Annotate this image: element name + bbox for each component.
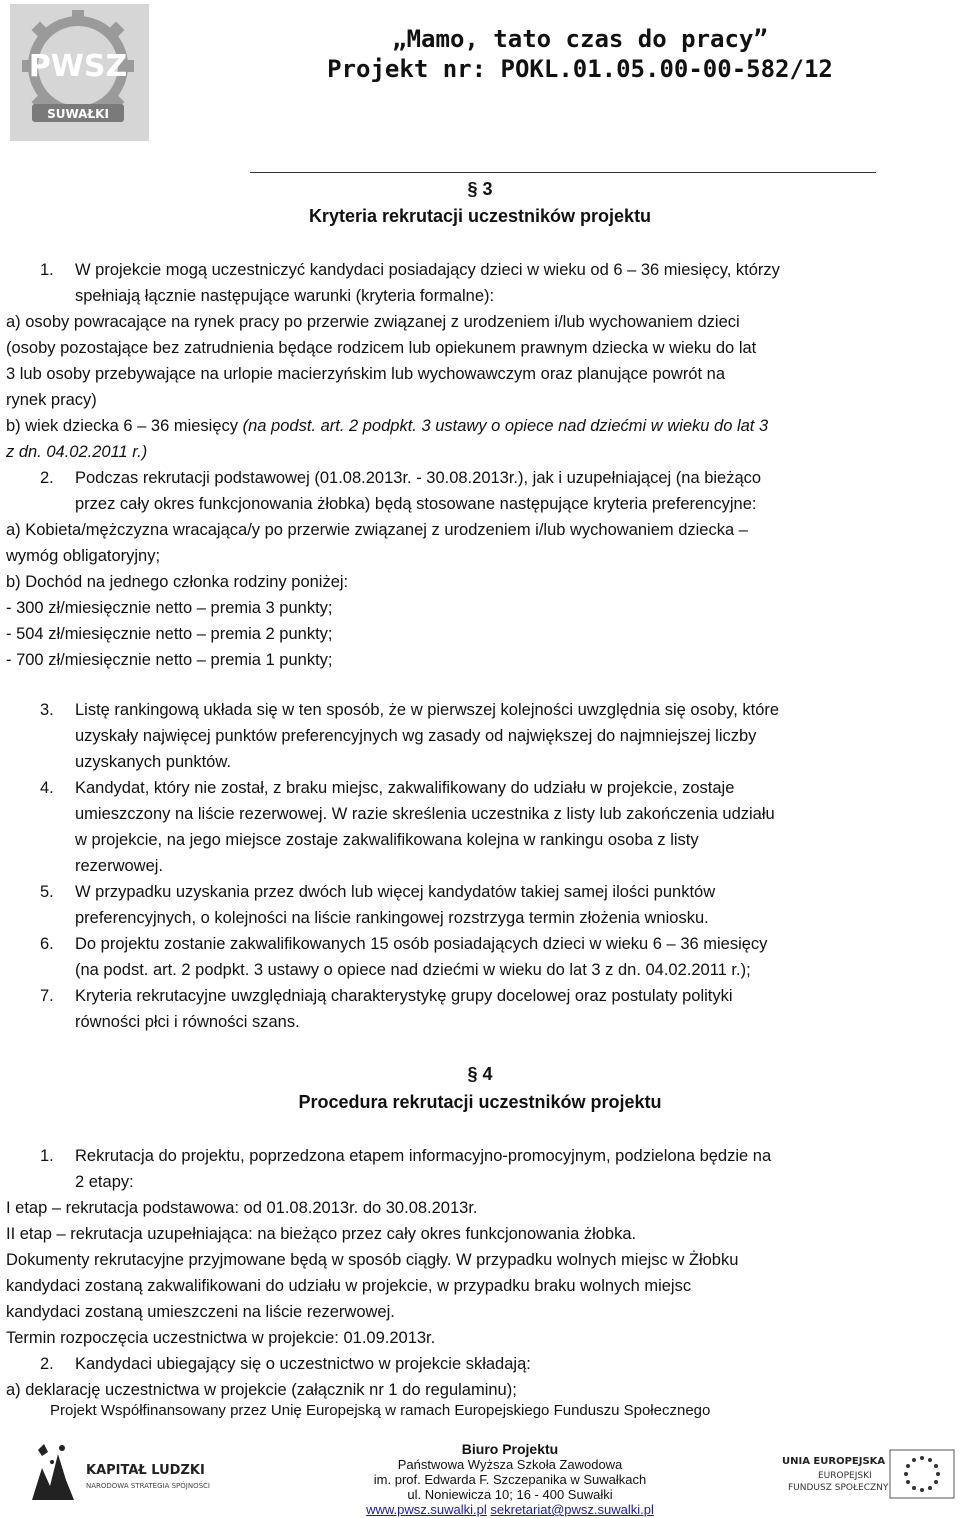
project-header bbox=[300, 24, 860, 84]
email-link[interactable]: sekretariat@pwsz.suwalki.pl bbox=[490, 1502, 654, 1517]
eu-title: UNIA EUROPEJSKA bbox=[782, 1456, 886, 1467]
item-number: 2. bbox=[40, 469, 54, 487]
text-line: (osoby pozostające bez zatrudnienia będące rodzicem lub opiekunem prawnym dziecka w wieku do lat bbox=[6, 339, 757, 357]
office-line: Państwowa Wyższa Szkoła Zawodowa bbox=[397, 1457, 623, 1472]
eu-line: EUROPEJSKI bbox=[818, 1471, 872, 1481]
header-divider bbox=[250, 172, 876, 173]
text-line: a) Kobieta/mężczyzna wracająca/y po przerwie związanej z urodzeniem i/lub wychowaniem dziecka – bbox=[6, 521, 748, 539]
office-title: Biuro Projektu bbox=[461, 1441, 559, 1457]
text-line: uzyskanych punktów. bbox=[75, 753, 231, 771]
text-line: b) Dochód na jednego członka rodziny poniżej: bbox=[6, 573, 349, 591]
text-line: preferencyjnych, o kolejności na liście rankingowej rozstrzyga termin złożenia wniosku. bbox=[75, 909, 709, 927]
text-line bbox=[6, 413, 768, 439]
logo-subtext: SUWAŁKI bbox=[47, 107, 109, 121]
section-4-heading: Procedura rekrutacji uczestników projektu bbox=[298, 1092, 662, 1112]
item-number: 7. bbox=[40, 987, 54, 1005]
text-line: Dokumenty rekrutacyjne przyjmowane będą w sposób ciągły. W przypadku wolnych miejsc w Żłobku bbox=[6, 1251, 739, 1269]
text-line: w projekcie, na jego miejsce zostaje zakwalifikowana kolejna w rankingu osoba z listy bbox=[75, 831, 699, 849]
text-line: Kandydaci ubiegający się o uczestnictwo w projekcie składają: bbox=[75, 1355, 531, 1373]
text-line: z dn. 04.02.2011 r.) bbox=[6, 443, 148, 461]
cofinancing-note: Projekt Współfinansowany przez Unię Europejską w ramach Europejskiego Funduszu Społecznego bbox=[50, 1402, 711, 1419]
text-line: - 504 zł/miesięcznie netto – premia 2 punkty; bbox=[6, 625, 333, 643]
office-links bbox=[300, 1502, 720, 1517]
legal-reference: (na podst. art. 2 podpkt. 3 ustawy o opiece nad dziećmi w wieku do lat 3 bbox=[242, 417, 769, 435]
section-3-heading: Kryteria rekrutacji uczestników projektu bbox=[308, 206, 652, 226]
office-line: im. prof. Edwarda F. Szczepanika w Suwałkach bbox=[373, 1472, 647, 1487]
item-number: 3. bbox=[40, 701, 54, 719]
section-3-sign: § 3 bbox=[467, 179, 493, 199]
website-link[interactable]: www.pwsz.suwalki.pl bbox=[366, 1502, 487, 1517]
item-number: 1. bbox=[40, 261, 54, 279]
project-name: „Mamo, tato czas do pracy” bbox=[392, 25, 768, 53]
eu-logo bbox=[778, 1448, 956, 1504]
text-line: Do projektu zostanie zakwalifikowanych 15 osób posiadających dzieci w wieku 6 – 36 miesięcy bbox=[75, 935, 768, 953]
text-line: rezerwowej. bbox=[75, 857, 164, 875]
text-line: uzyskały najwięcej punktów preferencyjnych wg zasady od największej do najmniejszej liczby bbox=[75, 727, 757, 745]
text-line: 3 lub osoby przebywające na urlopie macierzyńskim lub wychowawczym oraz planujące powrót na bbox=[6, 365, 726, 383]
text-line: umieszczony na liście rezerwowej. W razie skreślenia uczestnika z listy lub zakończenia udziału bbox=[75, 805, 775, 823]
item-number: 2. bbox=[40, 1355, 54, 1373]
logo-text: PWSZ bbox=[28, 49, 128, 84]
text-line: - 700 zł/miesięcznie netto – premia 1 punkty; bbox=[6, 651, 333, 669]
text-line: I etap – rekrutacja podstawowa: od 01.08.2013r. do 30.08.2013r. bbox=[6, 1199, 478, 1217]
text-line: kandydaci zostaną zakwalifikowani do udziału w projekcie, w przypadku braku wolnych miejsc bbox=[6, 1277, 692, 1295]
kapital-ludzki-logo bbox=[28, 1440, 252, 1512]
eu-line: FUNDUSZ SPOŁECZNY bbox=[788, 1483, 889, 1493]
text-line: rynek pracy) bbox=[6, 391, 97, 409]
text-line: wymóg obligatoryjny; bbox=[6, 547, 161, 565]
item-number: 1. bbox=[40, 1147, 54, 1165]
section-4-sign: § 4 bbox=[467, 1064, 493, 1084]
office-line: ul. Noniewicza 10; 16 - 400 Suwałki bbox=[407, 1487, 613, 1502]
kl-subtitle: NARODOWA STRATEGIA SPÓJNOŚCI bbox=[86, 1482, 210, 1490]
text-line: kandydaci zostaną umieszczeni na liście rezerwowej. bbox=[6, 1303, 395, 1321]
text-line: Termin rozpoczęcia uczestnictwa w projekcie: 01.09.2013r. bbox=[6, 1329, 436, 1347]
text-line: a) deklarację uczestnictwa w projekcie (załącznik nr 1 do regulaminu); bbox=[6, 1381, 517, 1399]
text-line: Kandydat, który nie został, z braku miejsc, zakwalifikowany do udziału w projekcie, zostaje bbox=[75, 779, 735, 797]
text-line: a) osoby powracające na rynek pracy po przerwie związanej z urodzeniem i/lub wychowaniem dzieci bbox=[6, 313, 740, 331]
project-office bbox=[300, 1442, 720, 1517]
text-segment: b) wiek dziecka 6 – 36 miesięcy bbox=[6, 417, 243, 435]
text-line: Kryteria rekrutacyjne uwzględniają charakterystykę grupy docelowej oraz postulaty polityki bbox=[75, 987, 733, 1005]
text-line: Rekrutacja do projektu, poprzedzona etapem informacyjno-promocyjnym, podzielona będzie na bbox=[75, 1147, 772, 1165]
pwsz-logo bbox=[10, 4, 149, 141]
item-number: 6. bbox=[40, 935, 54, 953]
text-line: (na podst. art. 2 podpkt. 3 ustawy o opiece nad dziećmi w wieku do lat 3 z dn. 04.02.2011 r.); bbox=[75, 961, 751, 979]
project-number: Projekt nr: POKL.01.05.00-00-582/12 bbox=[327, 55, 833, 83]
text-line: przez cały okres funkcjonowania żłobka) będą stosowane następujące kryteria preferencyjne: bbox=[75, 495, 757, 513]
text-line: Listę rankingową układa się w ten sposób, że w pierwszej kolejności uwzględnia się osoby, które bbox=[75, 701, 780, 719]
text-line: - 300 zł/miesięcznie netto – premia 3 punkty; bbox=[6, 599, 333, 617]
text-line: spełniają łącznie następujące warunki (kryteria formalne): bbox=[75, 287, 495, 305]
text-line: równości płci i równości szans. bbox=[75, 1013, 300, 1031]
text-line: Podczas rekrutacji podstawowej (01.08.2013r. - 30.08.2013r.), jak i uzupełniającej (na bieżąco bbox=[75, 469, 762, 487]
item-number: 5. bbox=[40, 883, 54, 901]
item-number: 4. bbox=[40, 779, 54, 797]
text-line: 2 etapy: bbox=[75, 1173, 134, 1191]
kl-title: KAPITAŁ LUDZKI bbox=[86, 1463, 205, 1478]
text-line: II etap – rekrutacja uzupełniająca: na bieżąco przez cały okres funkcjonowania żłobka. bbox=[6, 1225, 637, 1243]
text-line: W przypadku uzyskania przez dwóch lub więcej kandydatów takiej samej ilości punktów bbox=[75, 883, 716, 901]
text-line: W projekcie mogą uczestniczyć kandydaci posiadający dzieci w wieku od 6 – 36 miesięcy, którzy bbox=[75, 261, 780, 279]
